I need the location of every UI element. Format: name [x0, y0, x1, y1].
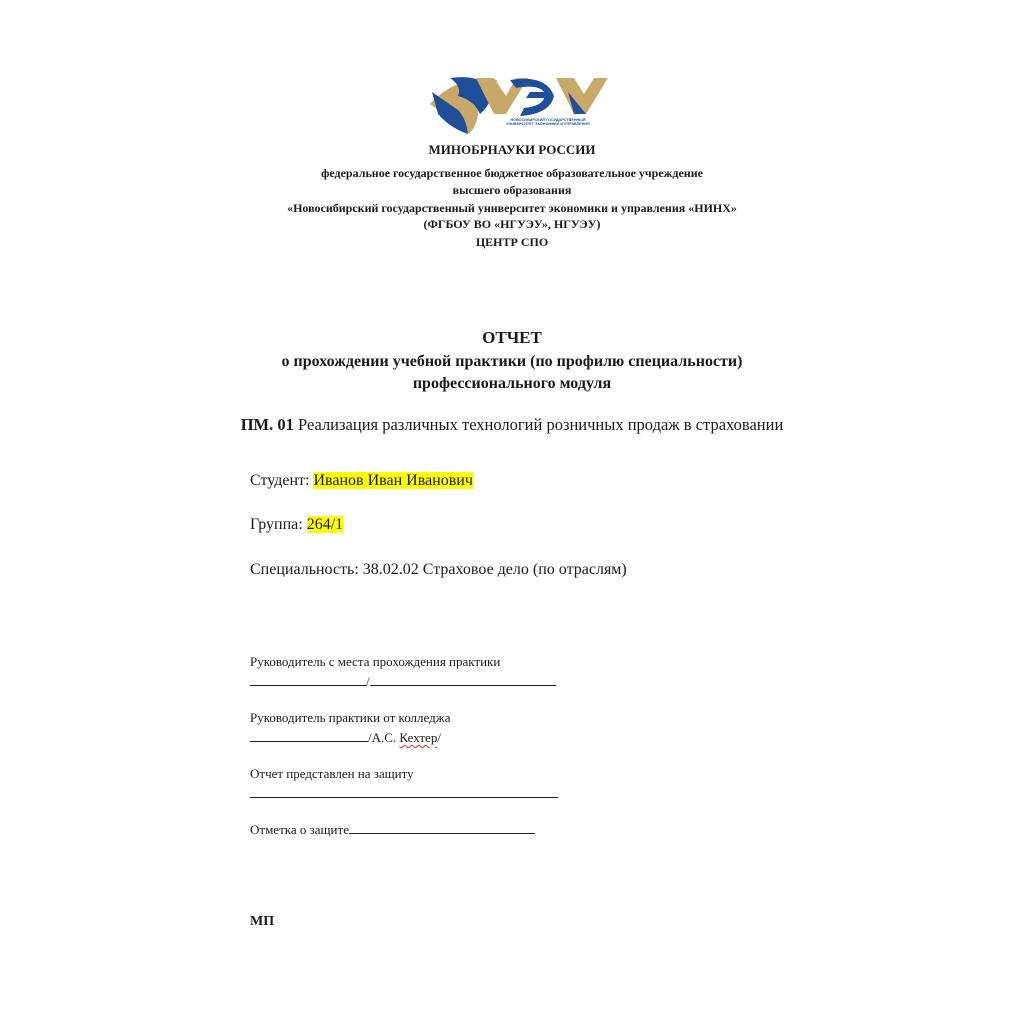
slash-separator: / [437, 730, 441, 745]
signature-blank [250, 673, 366, 686]
college-supervisor-label: Руководитель практики от колледжа [250, 710, 451, 725]
submitted-block [250, 764, 558, 804]
defense-mark-block [250, 820, 535, 840]
document-subtitle-1: о прохождении учебной практики (по профилю специальности) [281, 353, 743, 370]
name-blank [370, 673, 556, 686]
signature-blank [250, 729, 368, 742]
supervisor-surname: Кехтер [399, 730, 438, 745]
submitted-line [250, 784, 558, 804]
submitted-blank [250, 785, 558, 798]
institution-type: федеральное государственное бюджетное образовательное учреждение [321, 166, 703, 180]
workplace-supervisor-label: Руководитель с места прохождения практики [250, 654, 501, 669]
workplace-supervisor-block [250, 652, 556, 692]
logo-caption-line2: УНИВЕРСИТЕТ ЭКОНОМИКИ И УПРАВЛЕНИЯ [506, 122, 590, 127]
university-logo [428, 74, 610, 136]
education-level: высшего образования [452, 183, 572, 197]
module-name: Реализация различных технологий розничных продаж в страховании [298, 415, 784, 434]
defense-mark-label: Отметка о защите [250, 822, 349, 837]
university-abbreviation: (ФГБОУ ВО «НГУЭУ», НГУЭУ) [423, 217, 601, 231]
department-name: ЦЕНТР СПО [475, 235, 549, 249]
student-label: Студент: [250, 472, 310, 489]
specialty-label: Специальность: [250, 561, 359, 578]
slash-separator: / [366, 674, 370, 689]
college-supervisor-block [250, 708, 450, 748]
workplace-supervisor-signature-line [250, 672, 556, 692]
stamp-placeholder: МП [250, 914, 275, 929]
ministry-name: МИНОБРНАУКИ РОССИИ [428, 142, 596, 157]
logo-caption [486, 118, 610, 127]
specialty-field [250, 561, 627, 579]
logo-caption-line1: НОВОСИБИРСКИЙ ГОСУДАРСТВЕННЫЙ [510, 118, 586, 122]
student-field [250, 472, 473, 490]
module-line [0, 415, 1024, 435]
college-supervisor-signature-line [250, 728, 450, 748]
group-label: Группа: [250, 516, 303, 533]
module-code: ПМ. 01 [240, 415, 294, 434]
specialty-value: 38.02.02 Страховое дело (по отраслям) [362, 561, 627, 578]
group-field [250, 516, 343, 534]
submitted-label: Отчет представлен на защиту [250, 766, 414, 781]
group-value: 264/1 [306, 516, 344, 533]
university-name: «Новосибирский государственный университет экономики и управления «НИНХ» [287, 201, 737, 215]
document-title: ОТЧЕТ [482, 328, 542, 347]
student-value: Иванов Иван Иванович [313, 472, 473, 489]
defense-mark-blank [349, 821, 535, 834]
document-subtitle-2: профессионального модуля [412, 375, 612, 392]
supervisor-initials: /А.С. [368, 730, 400, 745]
